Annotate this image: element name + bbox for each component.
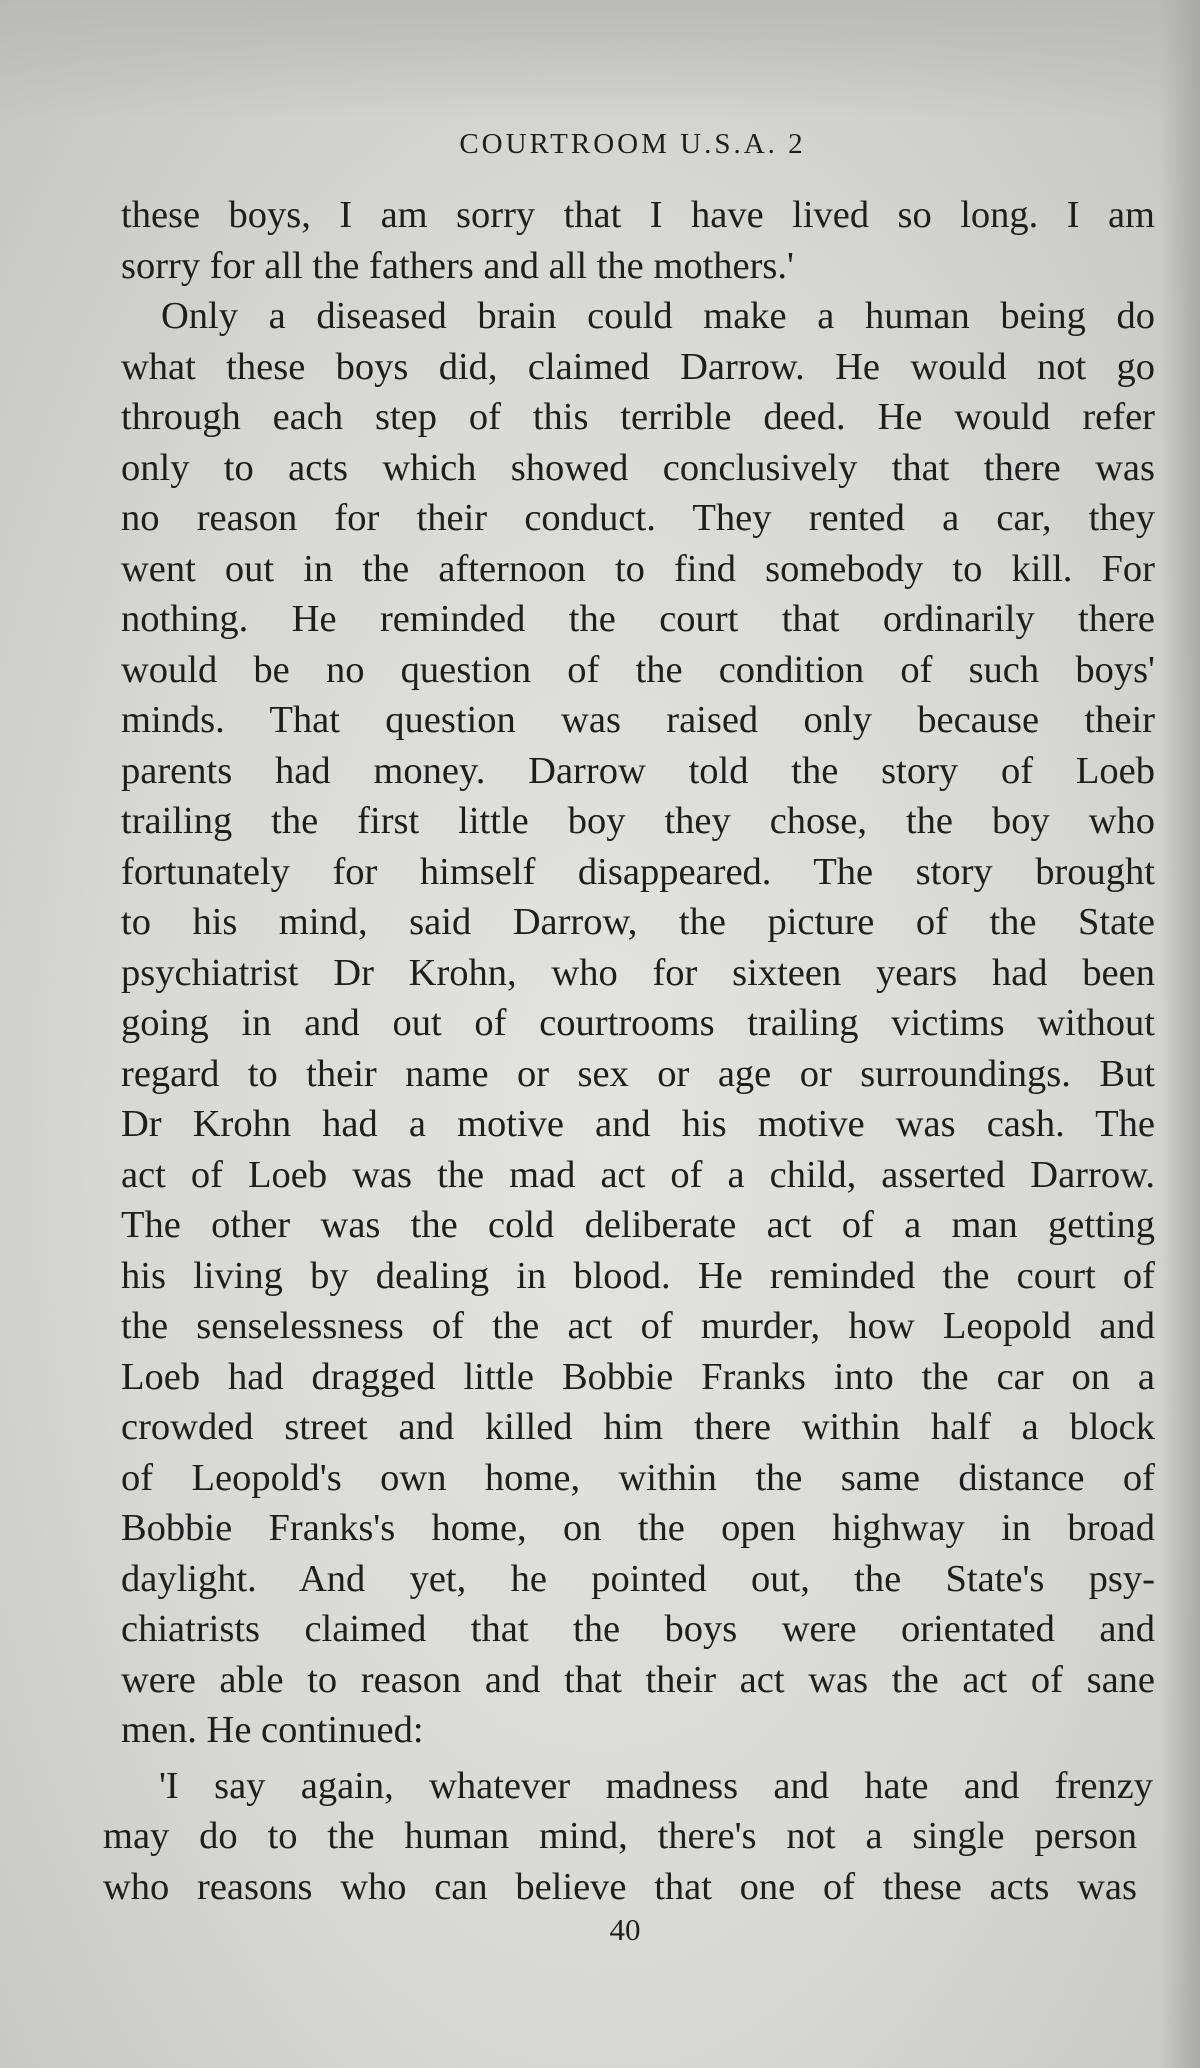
- text-line: Dr Krohn had a motive and his motive was cash. The: [121, 1103, 1155, 1145]
- text-line: regard to their name or sex or age or surroundings. But: [121, 1052, 1155, 1095]
- text-line: act of Loeb was the mad act of a child, asserted Darrow.: [121, 1153, 1155, 1196]
- text-line: parents had money. Darrow told the story of Loeb: [121, 749, 1155, 792]
- scan-shadow-top: [0, 0, 1200, 120]
- text-line: these boys, I am sorry that I have lived so long. I am: [121, 194, 1155, 236]
- text-line: who reasons who can believe that one of these acts was: [103, 1865, 1137, 1908]
- text-line: trailing the first little boy they chose, the boy who: [121, 800, 1155, 842]
- text-line: Bobbie Franks's home, on the open highway in broad: [121, 1507, 1155, 1549]
- text-line: Only a diseased brain could make a human being do: [161, 295, 1155, 337]
- text-line: sorry for all the fathers and all the mothers.': [121, 244, 794, 287]
- text-line: of Leopold's own home, within the same distance of: [121, 1456, 1155, 1499]
- text-line: no reason for their conduct. They rented a car, they: [121, 497, 1155, 539]
- text-line: the senselessness of the act of murder, how Leopold and: [121, 1305, 1155, 1347]
- text-line: to his mind, said Darrow, the picture of the State: [121, 901, 1155, 943]
- text-line: men. He continued:: [121, 1709, 424, 1751]
- text-line: would be no question of the condition of such boys': [121, 648, 1155, 691]
- text-line: were able to reason and that their act was the act of sane: [121, 1658, 1155, 1701]
- text-line: only to acts which showed conclusively that there was: [121, 446, 1155, 489]
- text-line: his living by dealing in blood. He reminded the court of: [121, 1254, 1155, 1297]
- text-line: chiatrists claimed that the boys were orientated and: [121, 1608, 1155, 1650]
- text-line: what these boys did, claimed Darrow. He would not go: [121, 345, 1155, 388]
- text-line: may do to the human mind, there's not a single person: [103, 1815, 1137, 1857]
- text-line: Loeb had dragged little Bobbie Franks into the car on a: [121, 1355, 1155, 1398]
- scan-shadow-right: [1160, 0, 1200, 2068]
- text-line: minds. That question was raised only because their: [121, 699, 1155, 741]
- text-line: going in and out of courtrooms trailing victims without: [121, 1002, 1155, 1044]
- text-line: crowded street and killed him there within half a block: [121, 1406, 1155, 1448]
- running-head: COURTROOM U.S.A. 2: [459, 128, 806, 160]
- text-line: 'I say again, whatever madness and hate and frenzy: [159, 1764, 1153, 1807]
- text-line: fortunately for himself disappeared. The story brought: [121, 850, 1155, 893]
- text-line: nothing. He reminded the court that ordinarily there: [121, 598, 1155, 640]
- text-line: through each step of this terrible deed. He would refer: [121, 396, 1155, 438]
- text-line: went out in the afternoon to find somebody to kill. For: [121, 547, 1155, 590]
- page-number: 40: [609, 1912, 641, 1947]
- text-line: psychiatrist Dr Krohn, who for sixteen years had been: [121, 951, 1155, 994]
- text-line: daylight. And yet, he pointed out, the State's psy-: [121, 1557, 1155, 1600]
- text-line: The other was the cold deliberate act of a man getting: [121, 1204, 1155, 1246]
